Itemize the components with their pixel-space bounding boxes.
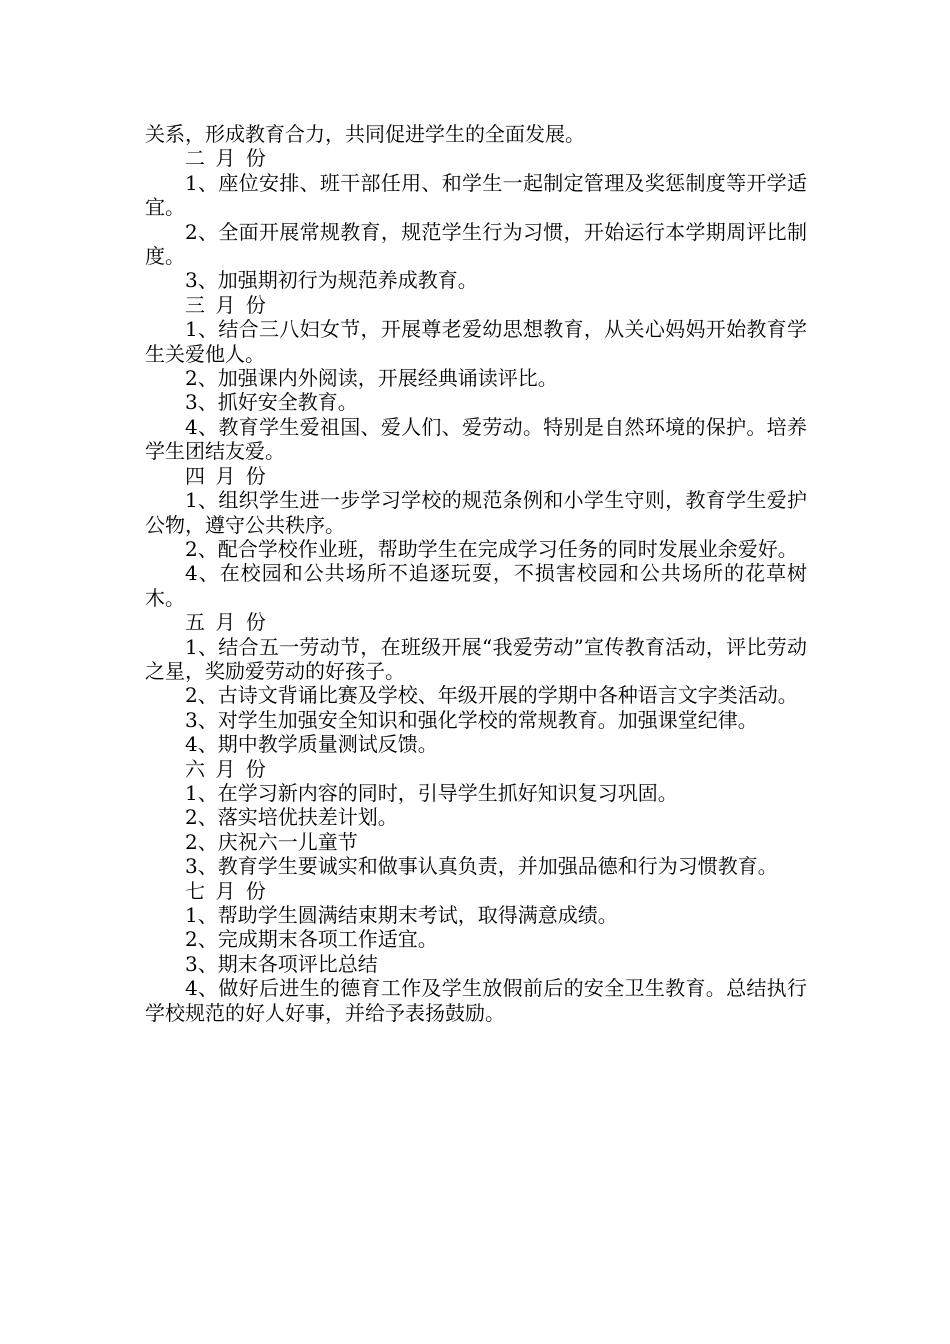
month-heading-may: 五 月 份	[185, 610, 268, 635]
month-heading-jul: 七 月 份	[185, 878, 268, 903]
list-item: 2、落实培优扶差计划。	[185, 805, 398, 830]
list-item: 4、做好后进生的德育工作及学生放假前后的安全卫生教育。总结执行学校规范的好人好事，并给予表扬鼓励。	[145, 976, 807, 1025]
list-item: 3、抓好安全教育。	[185, 390, 358, 415]
list-item: 2、庆祝六一儿童节	[185, 829, 358, 854]
month-heading-feb: 二 月 份	[185, 146, 268, 171]
list-item: 1、结合三八妇女节，开展尊老爱幼思想教育，从关心妈妈开始教育学生关爱他人。	[145, 317, 807, 366]
list-item: 1、结合五一劳动节，在班级开展“我爱劳动”宣传教育活动，评比劳动之星，奖励爱劳动的好孩子。	[145, 634, 807, 683]
list-item: 2、配合学校作业班，帮助学生在完成学习任务的同时发展业余爱好。	[185, 536, 798, 561]
list-item: 2、加强课内外阅读，开展经典诵读评比。	[185, 366, 558, 391]
list-item: 2、古诗文背诵比赛及学校、年级开展的学期中各种语言文字类活动。	[185, 683, 798, 708]
list-item: 4、期中教学质量测试反馈。	[185, 732, 438, 757]
list-item: 2、完成期末各项工作适宜。	[185, 927, 438, 952]
list-item: 1、在学习新内容的同时，引导学生抓好知识复习巩固。	[185, 780, 678, 805]
list-item: 3、对学生加强安全知识和强化学校的常规教育。加强课堂纪律。	[185, 707, 758, 732]
month-heading-mar: 三 月 份	[185, 292, 268, 317]
list-item: 3、期末各项评比总结	[185, 951, 378, 976]
list-item: 3、教育学生要诚实和做事认真负责，并加强品德和行为习惯教育。	[185, 854, 778, 879]
month-heading-apr: 四 月 份	[185, 463, 268, 488]
document-body	[145, 122, 807, 1025]
list-item: 1、座位安排、班干部任用、和学生一起制定管理及奖惩制度等开学适宜。	[145, 170, 807, 220]
list-item: 1、帮助学生圆满结束期末考试，取得满意成绩。	[185, 903, 618, 927]
list-item: 4、教育学生爱祖国、爱人们、爱劳动。特别是自然环境的保护。培养学生团结友爱。	[145, 414, 807, 464]
list-item: 2、全面开展常规教育，规范学生行为习惯，开始运行本学期周评比制度。	[145, 219, 807, 269]
intro-paragraph: 关系，形成教育合力，共同促进学生的全面发展。	[145, 122, 585, 146]
month-heading-jun: 六 月 份	[185, 756, 268, 781]
list-item: 3、加强期初行为规范养成教育。	[185, 268, 478, 293]
list-item: 4、在校园和公共场所不追逐玩耍，不损害校园和公共场所的花草树木。	[145, 561, 807, 610]
list-item: 1、组织学生进一步学习学校的规范条例和小学生守则，教育学生爱护公物，遵守公共秩序。	[145, 488, 807, 537]
